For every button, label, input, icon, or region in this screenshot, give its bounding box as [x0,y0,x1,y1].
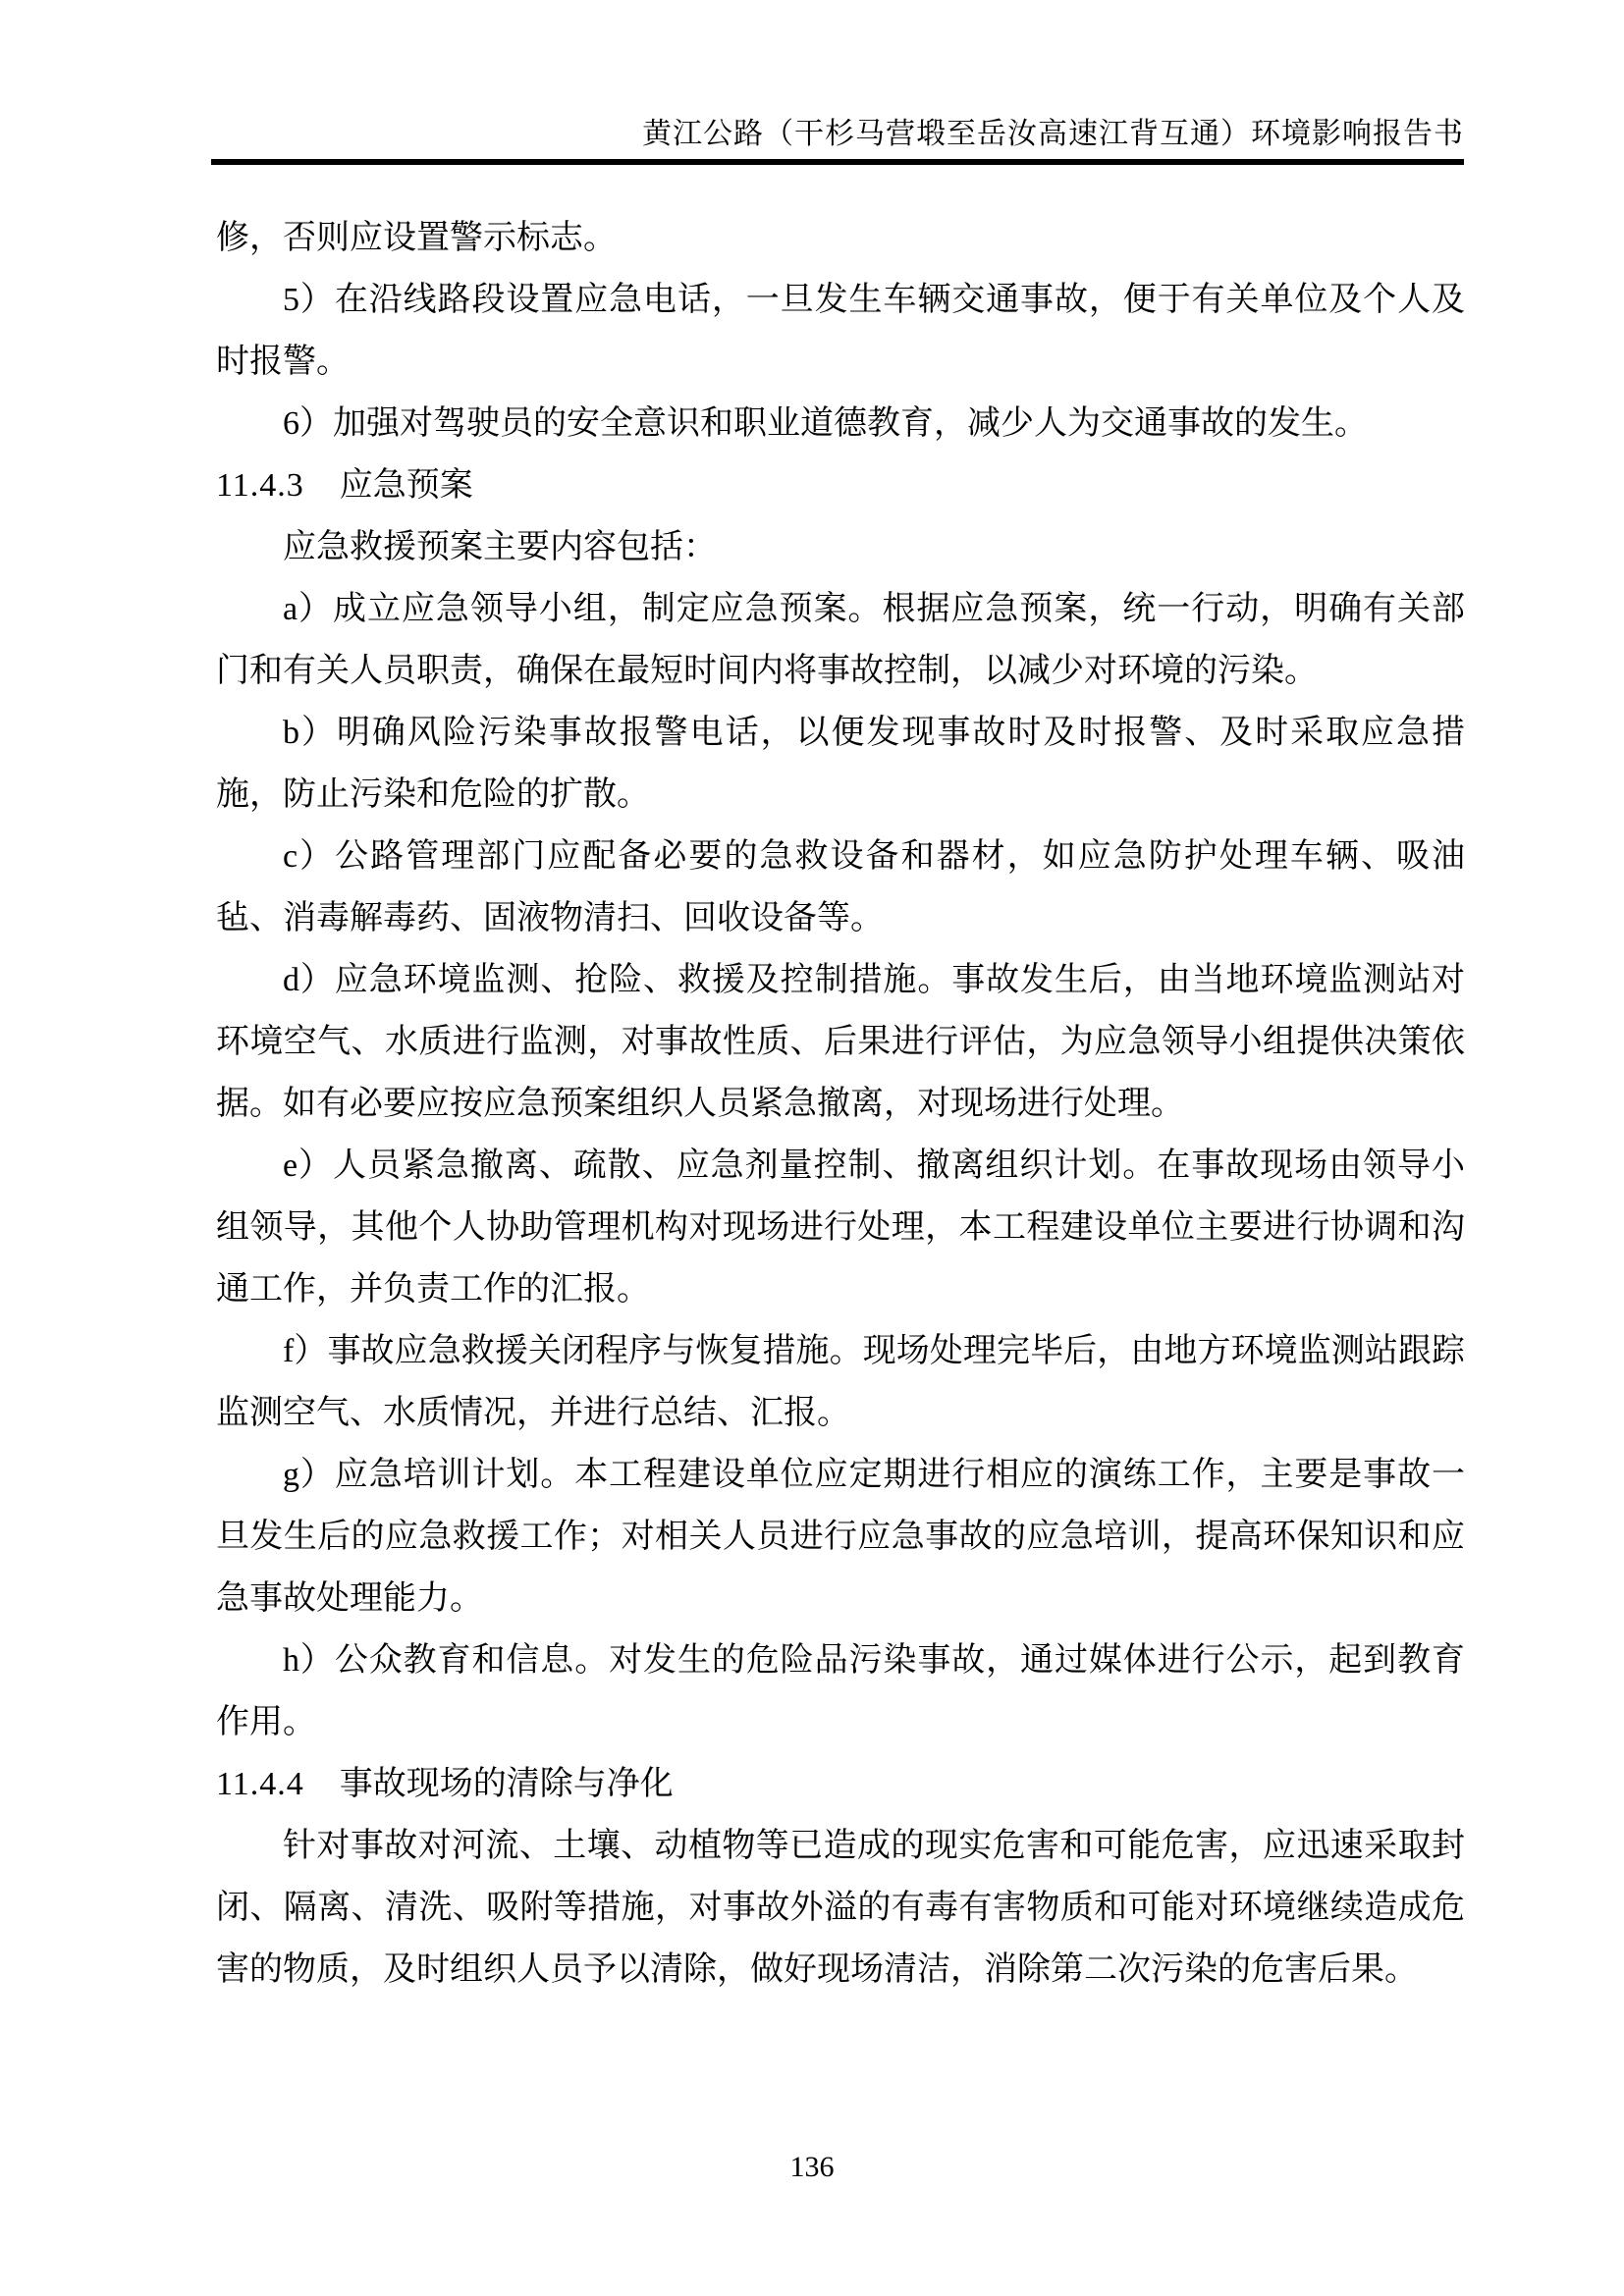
paragraph-cleanup: 针对事故对河流、土壤、动植物等已造成的现实危害和可能危害，应迅速采取封闭、隔离、清洗、吸附等措施，对事故外溢的有毒有害物质和可能对环境继续造成危害的物质，及时组织人员予以清除，做好现场清洁，消除第二次污染的危害后果。 [216,1828,1465,1988]
paragraph-continuation: 修，否则应设置警示标志。 [216,220,617,256]
header-rule [211,159,1464,165]
list-item-c: c）公路管理部门应配备必要的急救设备和器材，如应急防护处理车辆、吸油毡、消毒解毒药、固液物清扫、回收设备等。 [216,838,1465,936]
running-header-title: 黄江公路（干杉马营塅至岳汝高速江背互通）环境影响报告书 [642,118,1464,150]
list-item-b: b）明确风险污染事故报警电话，以便发现事故时及时报警、及时采取应急措施，防止污染和危险的扩散。 [216,715,1465,813]
section-number: 11.4.4 [216,1766,304,1802]
list-item-f: f）事故应急救援关闭程序与恢复措施。现场处理完毕后，由地方环境监测站跟踪监测空气、水质情况，并进行总结、汇报。 [216,1333,1465,1431]
paragraph-intro: 应急救援预案主要内容包括： [283,529,717,565]
page-number: 136 [789,2151,835,2183]
list-item-6: 6）加强对驾驶员的安全意识和职业道德教育，减少人为交通事故的发生。 [283,405,1368,442]
list-item-g: g）应急培训计划。本工程建设单位应定期进行相应的演练工作，主要是事故一旦发生后的应急救援工作；对相关人员进行应急事故的应急培训，提高环保知识和应急事故处理能力。 [216,1457,1465,1617]
list-item-a: a）成立应急领导小组，制定应急预案。根据应急预案，统一行动，明确有关部门和有关人员职责，确保在最短时间内将事故控制，以减少对环境的污染。 [216,591,1465,689]
page-header [211,114,1464,155]
section-title: 事故现场的清除与净化 [339,1766,674,1802]
list-item-d: d）应急环境监测、抢险、救援及控制措施。事故发生后，由当地环境监测站对环境空气、水质进行监测，对事故性质、后果进行评估，为应急领导小组提供决策依据。如有必要应按应急预案组织人员紧急撤离，对现场进行处理。 [216,962,1465,1122]
list-item-h: h）公众教育和信息。对发生的危险品污染事故，通过媒体进行公示，起到教育作用。 [216,1642,1465,1740]
section-title: 应急预案 [339,467,473,504]
section-heading-11-4-4 [216,1753,1465,1815]
section-number: 11.4.3 [216,467,304,504]
document-body [216,207,1465,2001]
page-footer [0,2148,1624,2187]
section-heading-11-4-3 [216,454,1465,516]
list-item-e: e）人员紧急撤离、疏散、应急剂量控制、撤离组织计划。在事故现场由领导小组领导，其他个人协助管理机构对现场进行处理，本工程建设单位主要进行协调和沟通工作，并负责工作的汇报。 [216,1148,1465,1308]
list-item-5: 5）在沿线路段设置应急电话，一旦发生车辆交通事故，便于有关单位及个人及时报警。 [216,282,1465,380]
